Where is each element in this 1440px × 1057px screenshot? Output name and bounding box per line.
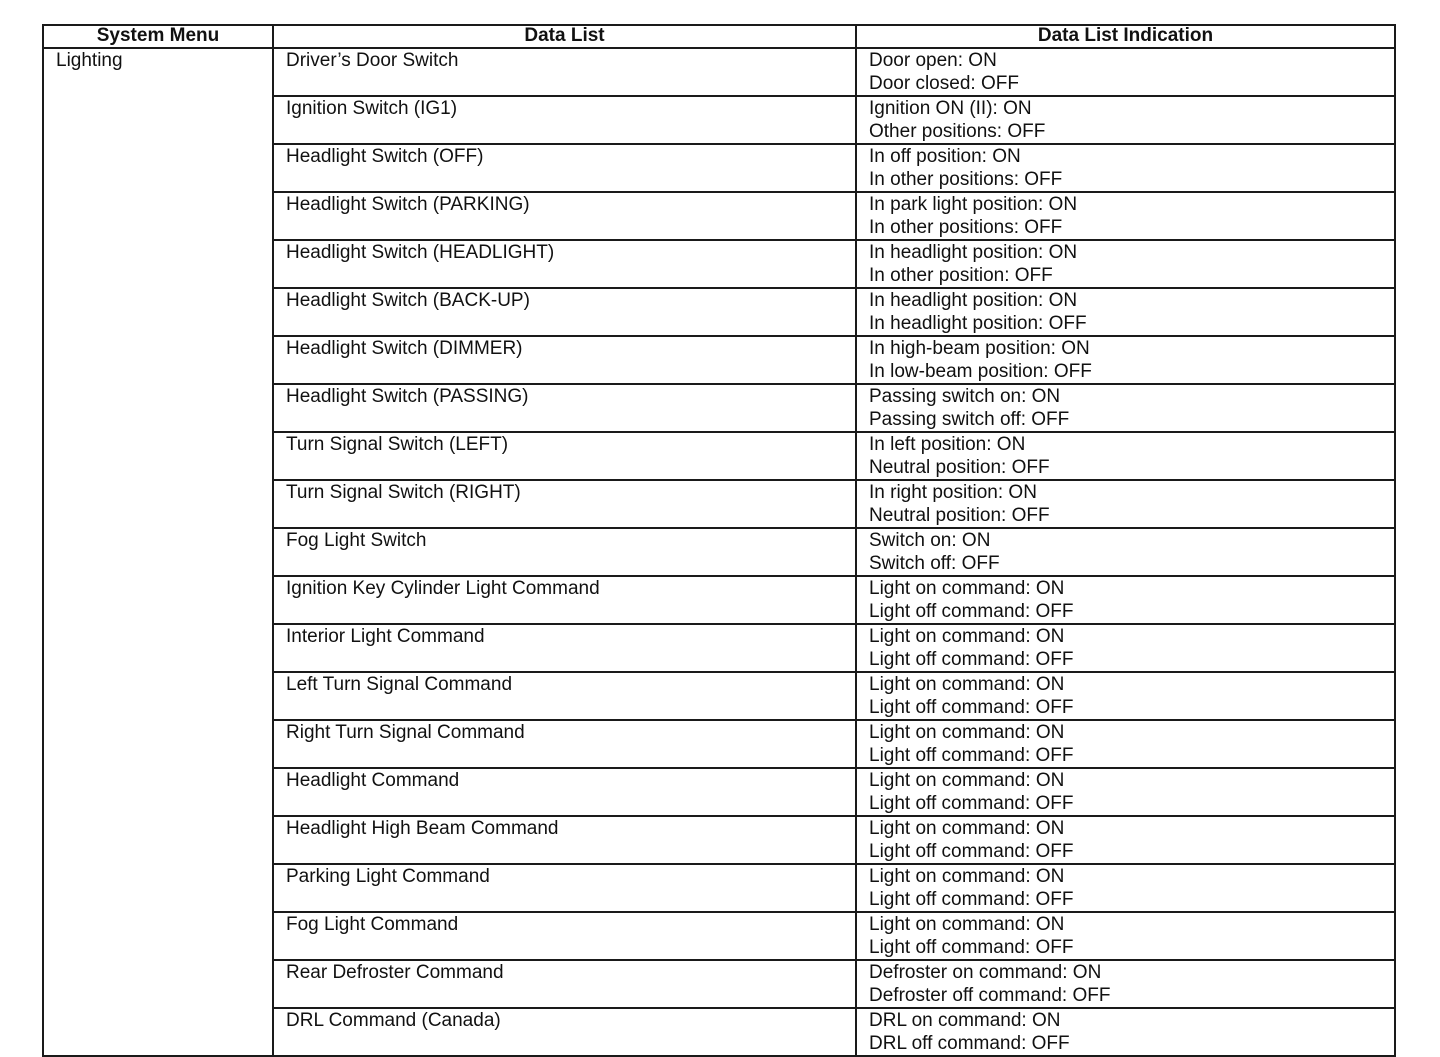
- table-body: [43, 48, 1395, 1056]
- indication-cell: [856, 480, 1395, 528]
- indication-off-text: Light off command: OFF: [869, 601, 1074, 622]
- indication-cell: [856, 912, 1395, 960]
- data-list-item: Rear Defroster Command: [273, 960, 856, 1008]
- indication-on-text: In park light position: ON: [869, 194, 1078, 215]
- indication-off-text: Light off command: OFF: [869, 841, 1074, 862]
- data-list-item: Headlight Switch (DIMMER): [273, 336, 856, 384]
- data-list-item: Right Turn Signal Command: [273, 720, 856, 768]
- indication-cell: [856, 528, 1395, 576]
- indication-off-text: Light off command: OFF: [869, 649, 1074, 670]
- data-list-item: Fog Light Switch: [273, 528, 856, 576]
- indication-off-text: Light off command: OFF: [869, 793, 1074, 814]
- indication-on-text: Defroster on command: ON: [869, 962, 1102, 983]
- data-list-item: Headlight Switch (HEADLIGHT): [273, 240, 856, 288]
- data-list-item: Headlight Command: [273, 768, 856, 816]
- indication-off-text: In other positions: OFF: [869, 169, 1063, 190]
- indication-off-text: Light off command: OFF: [869, 745, 1074, 766]
- table-row: [43, 48, 1395, 96]
- indication-on-text: In off position: ON: [869, 146, 1021, 167]
- header-row: [43, 25, 1395, 48]
- indication-on-text: Door open: ON: [869, 50, 997, 71]
- indication-off-text: In other position: OFF: [869, 265, 1053, 286]
- indication-off-text: In other positions: OFF: [869, 217, 1063, 238]
- data-list-item: Headlight Switch (PARKING): [273, 192, 856, 240]
- data-list-item: Parking Light Command: [273, 864, 856, 912]
- data-list-item: Ignition Key Cylinder Light Command: [273, 576, 856, 624]
- indication-off-text: In headlight position: OFF: [869, 313, 1087, 334]
- data-list-item: Turn Signal Switch (LEFT): [273, 432, 856, 480]
- indication-off-text: Light off command: OFF: [869, 889, 1074, 910]
- indication-on-text: Switch on: ON: [869, 530, 991, 551]
- indication-cell: [856, 240, 1395, 288]
- indication-off-text: Switch off: OFF: [869, 553, 1000, 574]
- indication-cell: [856, 816, 1395, 864]
- indication-off-text: Other positions: OFF: [869, 121, 1046, 142]
- indication-on-text: In headlight position: ON: [869, 290, 1078, 311]
- indication-on-text: Light on command: ON: [869, 914, 1065, 935]
- indication-cell: [856, 864, 1395, 912]
- data-list-item: Fog Light Command: [273, 912, 856, 960]
- indication-cell: [856, 768, 1395, 816]
- data-list-table: [42, 24, 1396, 1057]
- indication-on-text: In right position: ON: [869, 482, 1037, 503]
- indication-cell: [856, 96, 1395, 144]
- system-menu-cell: Lighting: [43, 48, 273, 1056]
- header-system-menu: System Menu: [43, 25, 273, 48]
- data-list-item: Driver’s Door Switch: [273, 48, 856, 96]
- indication-on-text: Light on command: ON: [869, 722, 1065, 743]
- indication-cell: [856, 720, 1395, 768]
- header-indication: Data List Indication: [856, 25, 1395, 48]
- indication-cell: [856, 144, 1395, 192]
- indication-off-text: DRL off command: OFF: [869, 1033, 1070, 1054]
- data-list-item: Left Turn Signal Command: [273, 672, 856, 720]
- indication-on-text: In headlight position: ON: [869, 242, 1078, 263]
- indication-on-text: Light on command: ON: [869, 770, 1065, 791]
- indication-off-text: Light off command: OFF: [869, 937, 1074, 958]
- data-list-item: Ignition Switch (IG1): [273, 96, 856, 144]
- header-data-list: Data List: [273, 25, 856, 48]
- data-list-item: Headlight Switch (BACK-UP): [273, 288, 856, 336]
- indication-cell: [856, 672, 1395, 720]
- indication-on-text: DRL on command: ON: [869, 1010, 1061, 1031]
- indication-cell: [856, 48, 1395, 96]
- indication-on-text: Light on command: ON: [869, 674, 1065, 695]
- data-list-item: Headlight Switch (PASSING): [273, 384, 856, 432]
- indication-off-text: Defroster off command: OFF: [869, 985, 1111, 1006]
- indication-cell: [856, 288, 1395, 336]
- indication-cell: [856, 384, 1395, 432]
- indication-off-text: Neutral position: OFF: [869, 505, 1050, 526]
- indication-off-text: Door closed: OFF: [869, 73, 1019, 94]
- data-list-item: Interior Light Command: [273, 624, 856, 672]
- indication-on-text: Light on command: ON: [869, 578, 1065, 599]
- indication-off-text: Passing switch off: OFF: [869, 409, 1070, 430]
- data-list-item: Headlight High Beam Command: [273, 816, 856, 864]
- indication-cell: [856, 576, 1395, 624]
- indication-on-text: Light on command: ON: [869, 818, 1065, 839]
- indication-off-text: Neutral position: OFF: [869, 457, 1050, 478]
- indication-cell: [856, 960, 1395, 1008]
- indication-cell: [856, 336, 1395, 384]
- indication-cell: [856, 1008, 1395, 1056]
- indication-on-text: In left position: ON: [869, 434, 1026, 455]
- indication-cell: [856, 624, 1395, 672]
- data-list-item: Headlight Switch (OFF): [273, 144, 856, 192]
- indication-on-text: In high-beam position: ON: [869, 338, 1090, 359]
- indication-on-text: Passing switch on: ON: [869, 386, 1061, 407]
- data-list-item: DRL Command (Canada): [273, 1008, 856, 1056]
- indication-off-text: In low-beam position: OFF: [869, 361, 1092, 382]
- indication-on-text: Light on command: ON: [869, 626, 1065, 647]
- indication-off-text: Light off command: OFF: [869, 697, 1074, 718]
- indication-cell: [856, 432, 1395, 480]
- data-list-item: Turn Signal Switch (RIGHT): [273, 480, 856, 528]
- indication-cell: [856, 192, 1395, 240]
- indication-on-text: Light on command: ON: [869, 866, 1065, 887]
- indication-on-text: Ignition ON (II): ON: [869, 98, 1032, 119]
